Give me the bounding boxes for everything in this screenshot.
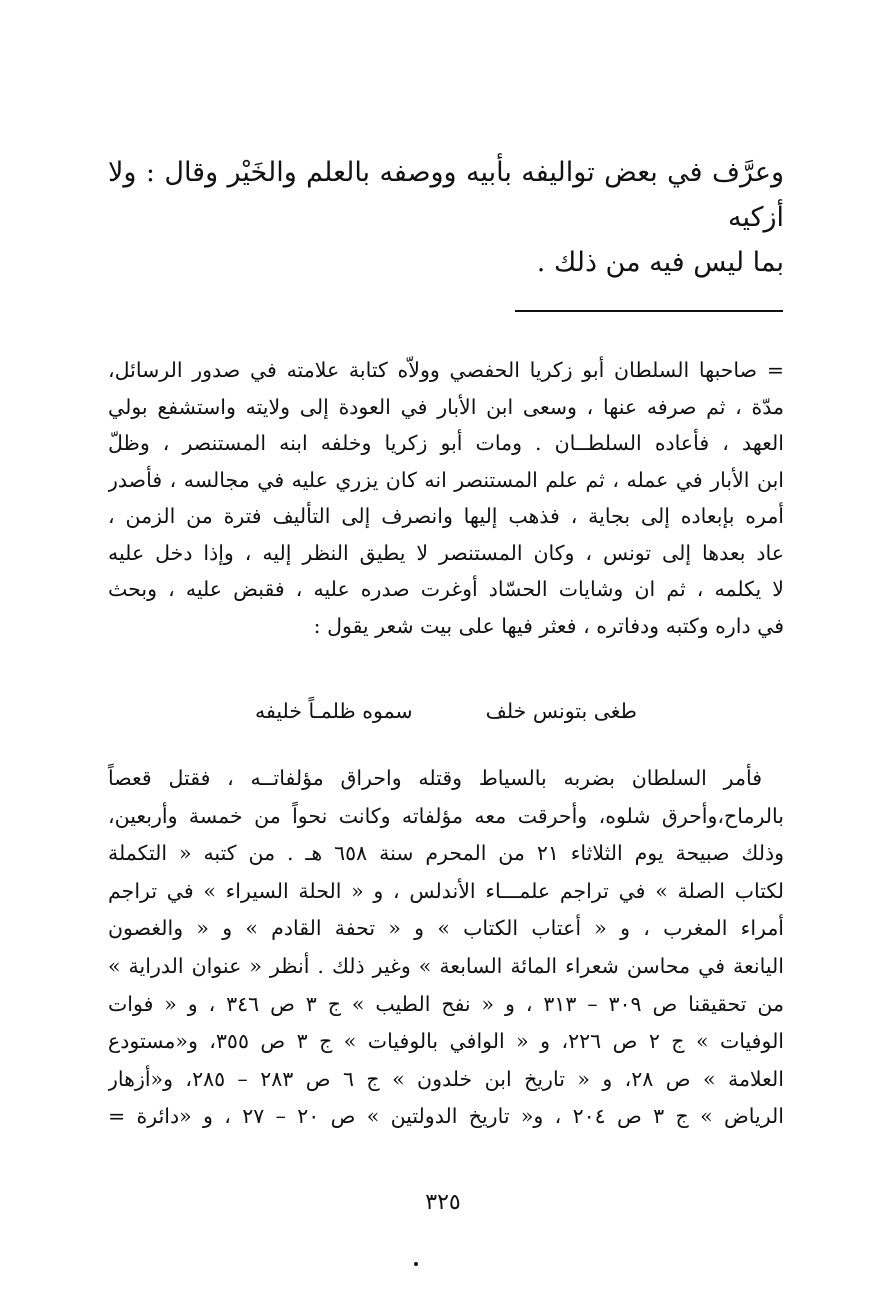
verse-second-hemistich: سموه ظلمـاً خليفه bbox=[255, 699, 413, 723]
footnote-line: الوفيات » ج ٢ ص ٢٢٦، و « الوافي بالوفيات » ج ٣ ص ٣٥٥، و«مستودع bbox=[108, 1029, 784, 1054]
footnote-line: الرياض » ج ٣ ص ٢٠٤ ، و« تاريخ الدولتين » ص ٢٠ – ٢٧ ، و «دائرة = bbox=[108, 1104, 784, 1129]
verse-first-hemistich: طغى بتونس خلف bbox=[485, 699, 637, 723]
footnote-separator bbox=[515, 310, 783, 312]
footnote-line: أمره بإبعاده إلى بجاية ، فذهب إليها وانصرف إلى التأليف فترة من الزمن ، bbox=[108, 504, 784, 528]
footnote-line: العلامة » ص ٢٨، و « تاريخ ابن خلدون » ج ٦ ص ٢٨٣ – ٢٨٥، و«أزهار bbox=[108, 1066, 784, 1091]
footnote-line: فأمر السلطان بضربه بالسياط وقتله واحراق مؤلفاتــه ، فقتل قعصاً bbox=[108, 766, 762, 790]
footnote-line: ابن الأبار في عمله ، ثم علم المستنصر انه كان يزري عليه في مجالسه ، فأصدر bbox=[108, 467, 784, 492]
print-speck bbox=[414, 1262, 418, 1266]
main-text bbox=[108, 150, 784, 285]
footnote-line: في داره وكتبه ودفاتره ، فعثر فيها على بيت شعر يقول : bbox=[313, 613, 784, 638]
footnote-line: أمراء المغرب ، و « أعتاب الكتاب » و « تحفة القادم » و « والغصون bbox=[108, 916, 784, 941]
main-text-line: بما ليس فيه من ذلك . bbox=[536, 247, 784, 278]
footnote-line: العهد ، فأعاده السلطــان . ومات أبو زكريا وخلفه ابنه المستنصر ، وظلّ bbox=[108, 431, 784, 455]
footnote-line: من تحقيقنا ص ٣٠٩ – ٣١٣ ، و « نفح الطيب » ج ٣ ص ٣٤٦ ، و « فوات bbox=[108, 991, 784, 1016]
footnote-line: لا يكلمه ، ثم ان وشايات الحسّاد أوغرت صدره عليه ، فقبض عليه ، وبحث bbox=[108, 577, 784, 601]
page-number: ٣٢٥ bbox=[425, 1190, 461, 1215]
footnote-line: عاد بعدها إلى تونس ، وكان المستنصر لا يطيق النظر إليه ، وإذا دخل عليه bbox=[108, 540, 784, 565]
footnote-continuation bbox=[108, 352, 784, 644]
poetry-verse bbox=[108, 693, 784, 729]
footnote-line: مدّة ، ثم صرفه عنها ، وسعى ابن الأبار في العودة إلى ولايته واستشفع بولي bbox=[108, 394, 784, 419]
footnote-line: اليانعة في محاسن شعراء المائة السابعة » وغير ذلك . أنظر « عنوان الدراية » bbox=[108, 953, 784, 978]
footnote-second-part bbox=[108, 760, 784, 1136]
main-text-line: وعرَّف في بعض تواليفه بأبيه ووصفه بالعلم والخَيْر وقال : ولا أزكيه bbox=[108, 157, 784, 233]
footnote-line: = صاحبها السلطان أبو زكريا الحفصي وولاّه كتابة علامته في صدور الرسائل، bbox=[108, 358, 784, 382]
footnote-line: لكتاب الصلة » في تراجم علمـــاء الأندلس ، و « الحلة السيراء » في تراجم bbox=[108, 878, 784, 903]
footnote-line: بالرماح،وأحرق شلوه، وأحرقت معه مؤلفاته وكانت نحواً من خمسة وأربعين، bbox=[108, 803, 784, 828]
footnote-line: وذلك صبيحة يوم الثلاثاء ٢١ من المحرم سنة ٦٥٨ هـ . من كتبه « التكملة bbox=[108, 841, 784, 866]
